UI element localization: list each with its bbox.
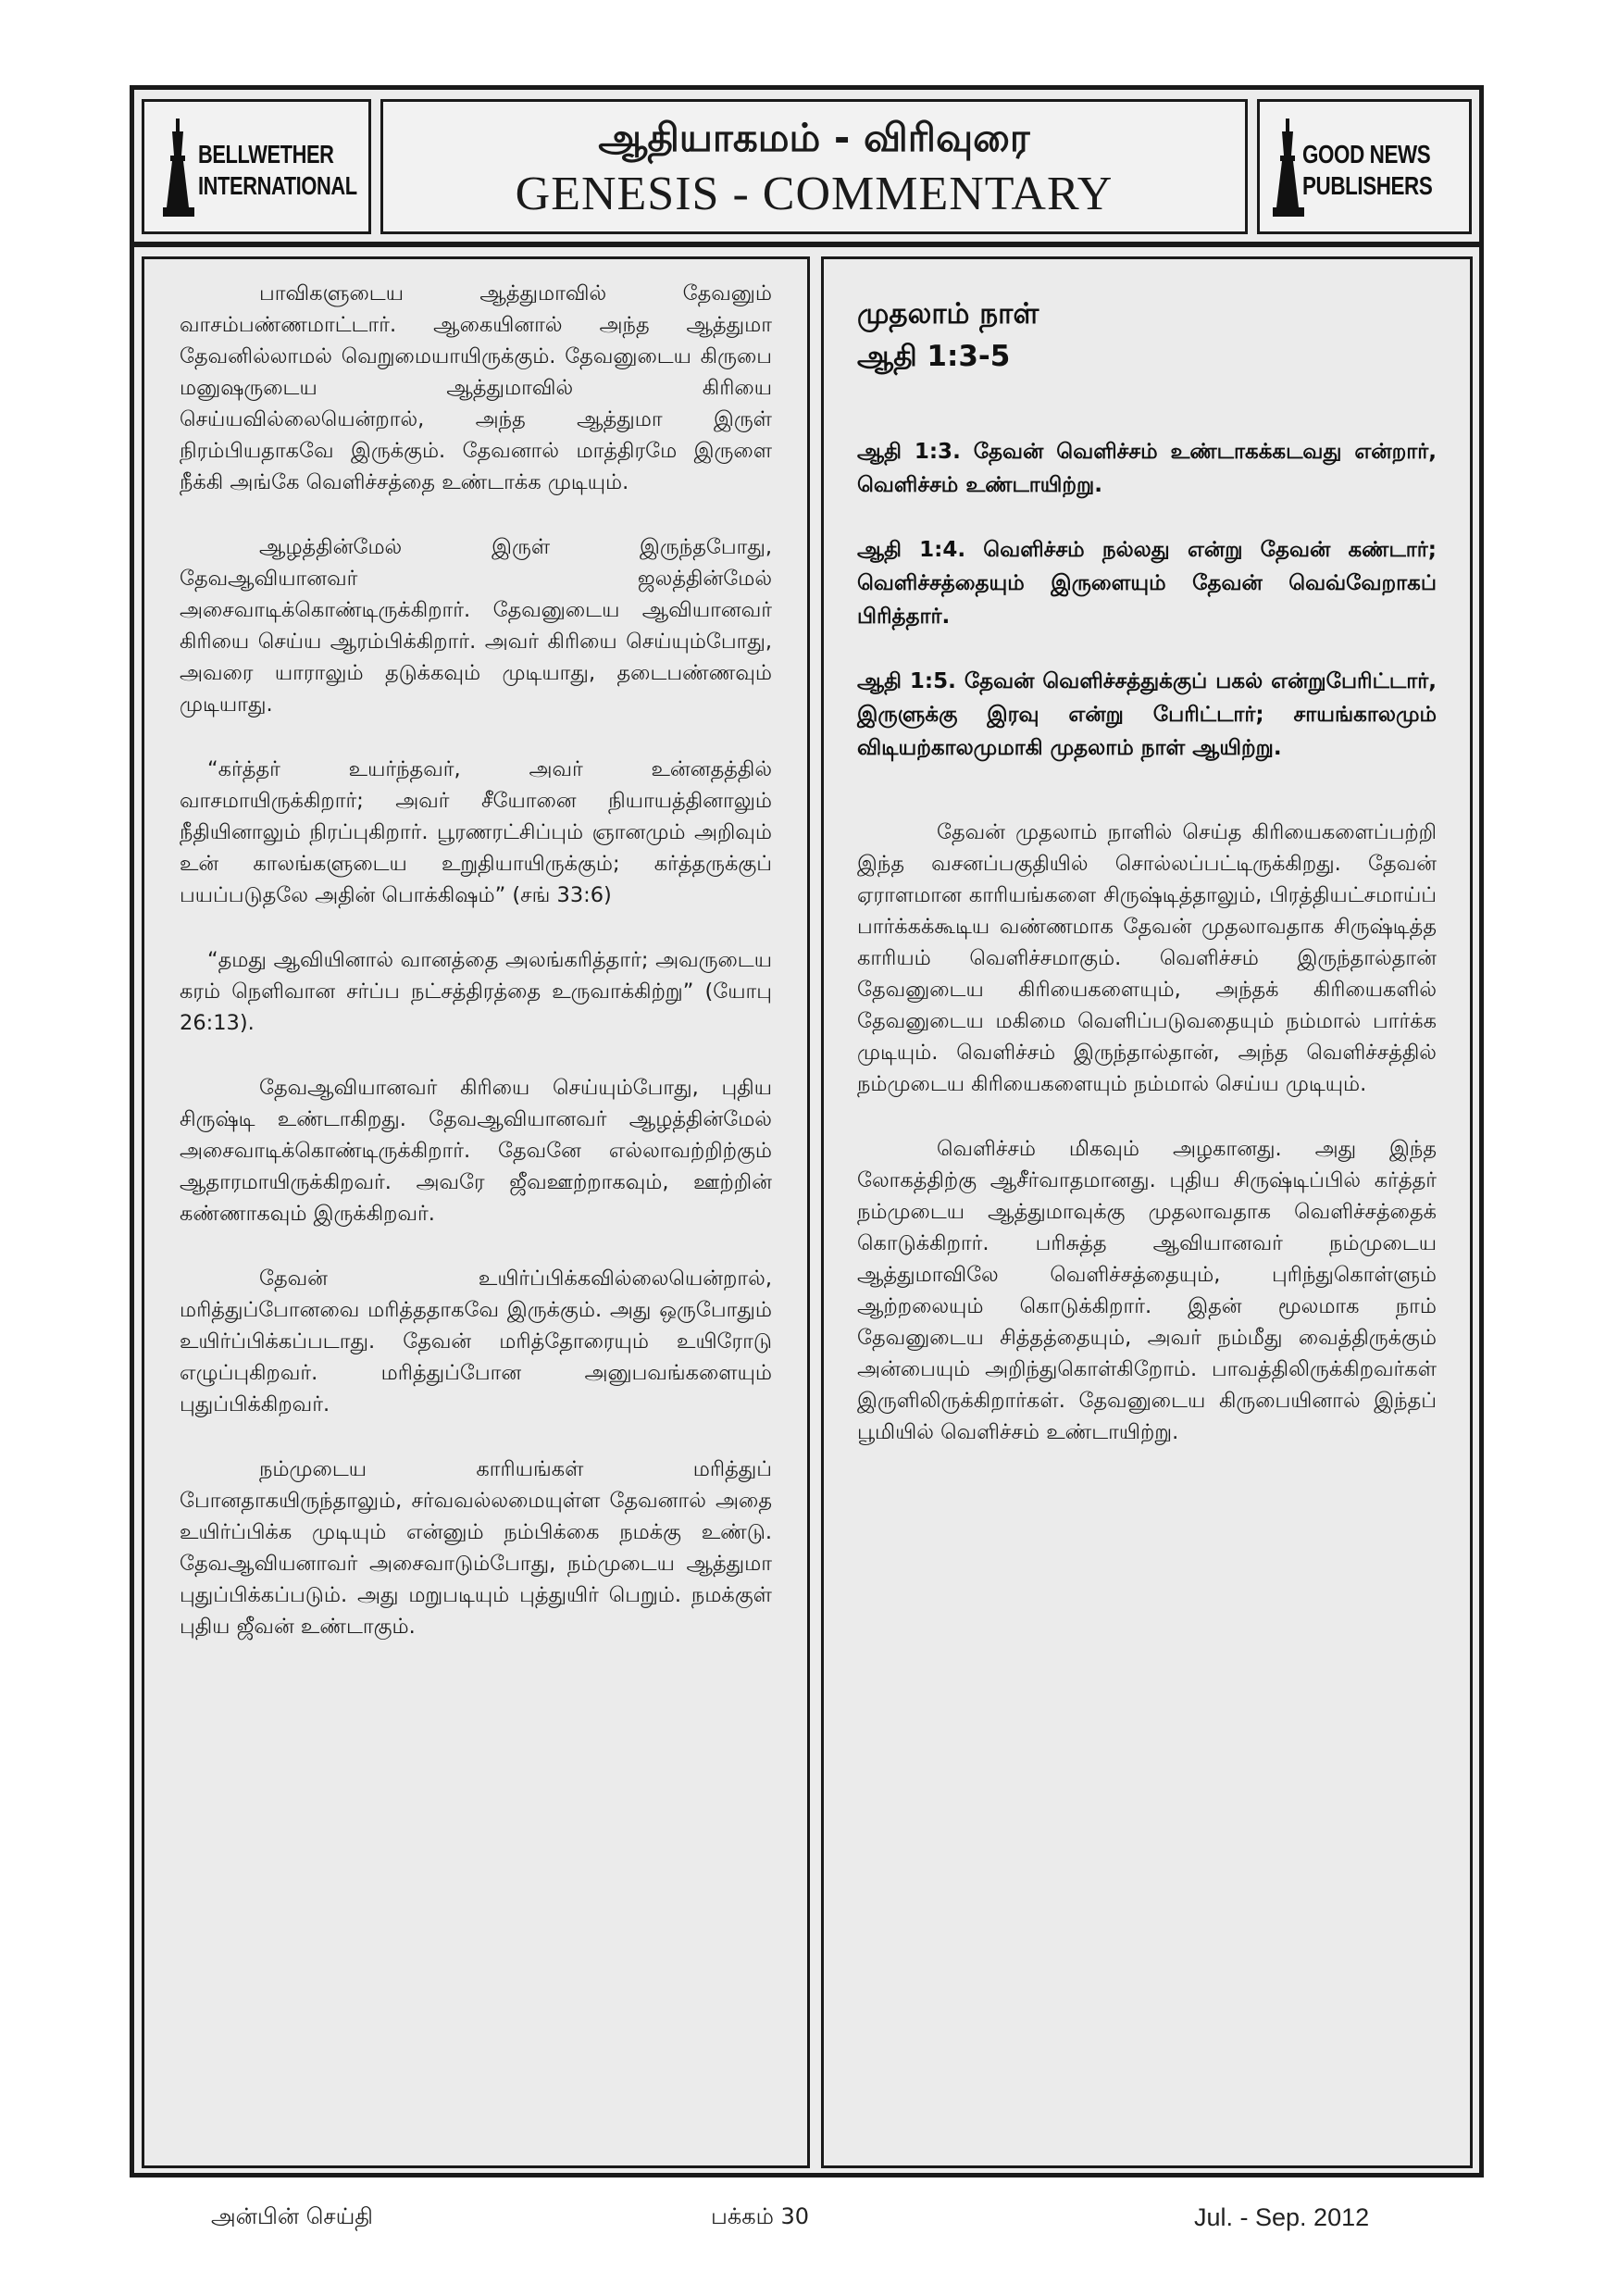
verse-1-4: ஆதி 1:4. வெளிச்சம் நல்லது என்று தேவன் கண்டார்; வெளிச்சத்தையும் இருளையும் தேவன் வெவ்வேறாகப் பிரித்தார். — [857, 538, 1437, 629]
verse-1-3: ஆதி 1:3. தேவன் வெளிச்சம் உண்டாகக்கடவது என்றார், வெளிச்சம் உண்டாயிற்று. — [857, 440, 1437, 497]
section-heading-reference: ஆதி 1:3-5 — [857, 340, 1011, 373]
left-quote-2: “தமது ஆவியினால் வானத்தை அலங்கரித்தார்; அவருடைய கரம் நெளிவான சர்ப்ப நட்சத்திரத்தை உருவாக்கிற்று” (யோபு 26:13). — [180, 948, 772, 1035]
bellwether-logo — [142, 99, 371, 234]
right-column — [821, 256, 1473, 2168]
tower-icon — [161, 119, 198, 220]
header — [134, 90, 1479, 247]
logo-right-line-2: PUBLISHERS — [1302, 171, 1433, 200]
bellwether-logo-text — [198, 139, 357, 202]
left-paragraph-4: தேவன் உயிர்ப்பிக்கவில்லையென்றால், மரித்துப்போனவை மரித்ததாகவே இருக்கும். அது ஒருபோதும் உயிர்ப்பிக்கப்படாது. தேவன் மரித்தோரையும் உயிரோடு எழுப்புகிறவர். மரித்துப்போன அனுபவங்களையும் புதுப்பிக்கிறவர். — [180, 1267, 772, 1416]
issue-date: Jul. - Sep. 2012 — [1194, 2203, 1370, 2231]
title-english: GENESIS - COMMENTARY — [515, 168, 1114, 220]
title-tamil: ஆதியாகமம் - விரிவுரை — [598, 115, 1030, 160]
left-quote-1: “கர்த்தர் உயர்ந்தவர், அவர் உன்னதத்தில் வாசமாயிருக்கிறார்; அவர் சீயோனை நியாயத்தினாலும் நீதியினாலும் நிரப்புகிறார். பூரணரட்சிப்பும் ஞானமும் அறிவும் உன் காலங்களுடைய உறுதியாயிருக்கும்; கர்த்தருக்குப் பயப்படுதலே அதின் பொக்கிஷம்” (சங் 33:6) — [180, 757, 772, 907]
logo-left-line-1: BELLWETHER — [198, 140, 334, 168]
page-footer — [0, 2203, 1618, 2240]
logo-right-line-1: GOOD NEWS — [1302, 140, 1431, 168]
title-box — [380, 99, 1248, 234]
right-paragraph-1: தேவன் முதலாம் நாளில் செய்த கிரியைகளைப்பற்றி இந்த வசனப்பகுதியில் சொல்லப்பட்டிருக்கிறது. தேவன் ஏராளமான காரியங்களை சிருஷ்டித்தாலும், பிரத்தியட்சமாய்ப் பார்க்கக்கூடிய வண்ணமாக தேவன் முதலாவதாக சிருஷ்டித்த காரியம் வெளிச்சமாகும். வெளிச்சம் இருந்தால்தான் தேவனுடைய கிரியைகளையும், அந்தக் கிரியைகளில் தேவனுடைய மகிமை வெளிப்படுவதையும் நம்மால் பார்க்க முடியும். வெளிச்சம் இருந்தால்தான், அந்த வெளிச்சத்தில் நம்முடைய கிரியைகளையும் நம்மால் செய்ய முடியும். — [857, 820, 1437, 1096]
left-paragraph-1: பாவிகளுடைய ஆத்துமாவில் தேவனும் வாசம்பண்ணமாட்டார். ஆகையினால் அந்த ஆத்துமா தேவனில்லாமல் வெறுமையாயிருக்கும். தேவனுடைய கிருபை மனுஷருடைய ஆத்துமாவில் கிரியை செய்யவில்லையென்றால், அந்த ஆத்துமா இருள் நிரம்பியதாகவே இருக்கும். தேவனால் மாத்திரமே இருளை நீக்கி அங்கே வெளிச்சத்தை உண்டாக்க முடியும். — [180, 281, 772, 494]
verse-1-5: ஆதி 1:5. தேவன் வெளிச்சத்துக்குப் பகல் என்றுபேரிட்டார், இருளுக்கு இரவு என்று பேரிட்டார்; சாயங்காலமும் விடியற்காலமுமாகி முதலாம் நாள் ஆயிற்று. — [857, 669, 1437, 760]
good-news-logo-text — [1302, 139, 1432, 202]
left-paragraph-3: தேவஆவியானவர் கிரியை செய்யும்போது, புதிய சிருஷ்டி உண்டாகிறது. தேவஆவியானவர் ஆழத்தின்மேல் அசைவாடிக்கொண்டிருக்கிறார். தேவனே எல்லாவற்றிற்கும் ஆதாரமாயிருக்கிறவர். அவரே ஜீவஊற்றாகவும், ஊற்றின் கண்ணாகவும் இருக்கிறவர். — [180, 1076, 772, 1226]
good-news-logo — [1257, 99, 1472, 234]
magazine-name: அன்பின் செய்தி — [211, 2203, 373, 2229]
left-paragraph-5: நம்முடைய காரியங்கள் மரித்துப் போனதாகயிருந்தாலும், சர்வவல்லமையுள்ள தேவனால் அதை உயிர்ப்பிக்க முடியும் என்னும் நம்பிக்கை நமக்கு உண்டு. தேவஆவியனாவர் அசைவாடும்போது, நம்முடைய ஆத்துமா புதுப்பிக்கப்படும். அது மறுபடியும் புத்துயிர் பெறும். நமக்குள் புதிய ஜீவன் உண்டாகும். — [180, 1457, 772, 1639]
page-number: பக்கம் 30 — [711, 2203, 810, 2229]
section-heading — [857, 293, 1437, 378]
right-paragraph-2: வெளிச்சம் மிகவும் அழகானது. அது இந்த லோகத்திற்கு ஆசீர்வாதமானது. புதிய சிருஷ்டிப்பில் கர்த்தர் நம்முடைய ஆத்துமாவுக்கு முதலாவதாக வெளிச்சத்தைக் கொடுக்கிறார். பரிசுத்த ஆவியானவர் நம்முடைய ஆத்துமாவிலே வெளிச்சத்தையும், புரிந்துகொள்ளும் ஆற்றலையும் கொடுக்கிறார். இதன் மூலமாக நாம் தேவனுடைய சித்தத்தையும், அவர் நம்மீது வைத்திருக்கும் அன்பையும் அறிந்துகொள்கிறோம். பாவத்திலிருக்கிறவர்கள் இருளிலிருக்கிறார்கள். தேவனுடைய கிருபையினால் இந்தப் பூமியில் வெளிச்சம் உண்டாயிற்று. — [857, 1137, 1437, 1444]
left-paragraph-2: ஆழத்தின்மேல் இருள் இருந்தபோது, தேவஆவியானவர் ஜலத்தின்மேல் அசைவாடிக்கொண்டிருக்கிறார். தேவனுடைய ஆவியானவர் கிரியை செய்ய ஆரம்பிக்கிறார். அவர் கிரியை செய்யும்போது, அவரை யாராலும் தடுக்கவும் முடியாது, தடைபண்ணவும் முடியாது. — [180, 535, 772, 717]
logo-left-line-2: INTERNATIONAL — [198, 171, 357, 200]
section-heading-day: முதலாம் நாள் — [857, 297, 1039, 331]
page-frame — [130, 85, 1484, 2177]
left-column — [142, 256, 810, 2168]
